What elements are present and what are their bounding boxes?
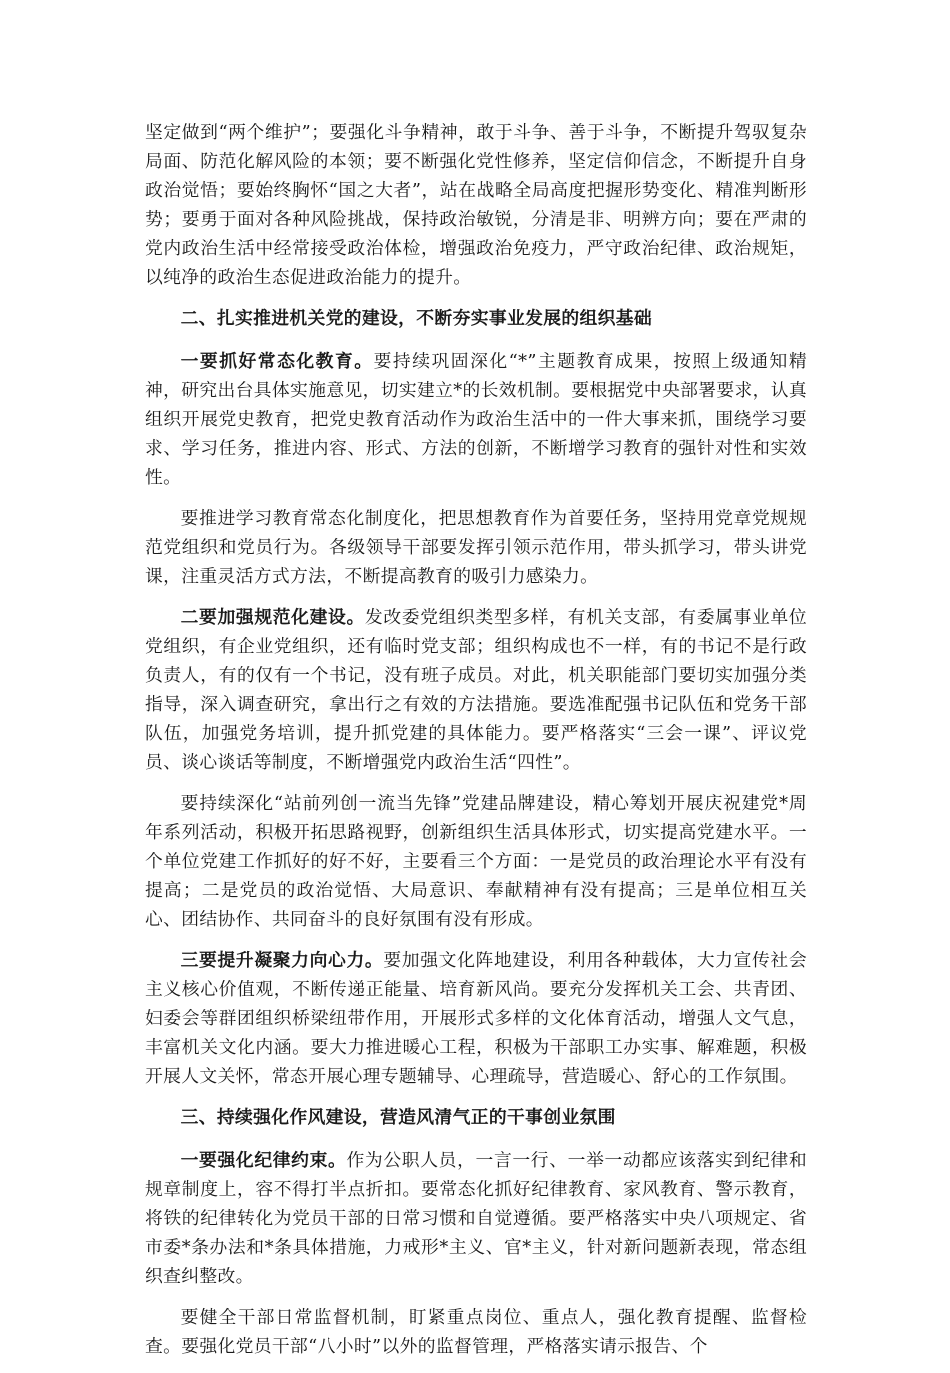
- document-page: [145, 118, 807, 1373]
- paragraph-normalized-education: [145, 347, 807, 492]
- paragraph-lead: 一要强化纪律约束。: [180, 1150, 347, 1171]
- paragraph-body: 要持续巩固深化“*”主题教育成果，按照上级通知精神，研究出台具体实施意见，切实建立*的长效机制。要根据党中央部署要求，认真组织开展党史教育，把党史教育活动作为政治生活中的一件大事来抓，围绕学习要求、学习任务，推进内容、形式、方法的创新，不断增学习教育的强针对性和实效性。: [145, 351, 807, 488]
- paragraph-supervision: 要健全干部日常监督机制，盯紧重点岗位、重点人，强化教育提醒、监督检查。要强化党员干部“八小时”以外的监督管理，严格落实请示报告、个: [145, 1307, 807, 1357]
- paragraph-brand-building: 要持续深化“站前列创一流当先锋”党建品牌建设，精心筹划开展庆祝建党*周年系列活动，积极开拓思路视野，创新组织生活具体形式，切实提高党建水平。一个单位党建工作抓好的好不好，主要看三个方面：一是党员的政治理论水平有没有提高；二是党员的政治觉悟、大局意识、奉献精神有没有提高；三是单位相互关心、团结协作、共同奋斗的良好氛围有没有形成。: [145, 793, 807, 930]
- paragraph-lead: 一要抓好常态化教育。: [180, 351, 374, 372]
- section-heading-work-style: 三、持续强化作风建设，营造风清气正的干事创业氛围: [180, 1107, 616, 1128]
- paragraph-lead: 三要提升凝聚力向心力。: [180, 950, 384, 971]
- paragraph-body: 作为公职人员，一言一行、一举一动都应该落实到纪律和规章制度上，容不得打半点折扣。要常态化抓好纪律教育、家风教育、警示教育，将铁的纪律转化为党员干部的日常习惯和自觉遵循。要严格落实中央八项规定、省市委*条办法和*条具体措施，力戒形*主义、官*主义，针对新问题新表现，常态组织查纠整改。: [145, 1150, 807, 1287]
- paragraph-political-ability: 坚定做到“两个维护”；要强化斗争精神，敢于斗争、善于斗争，不断提升驾驭复杂局面、防范化解风险的本领；要不断强化党性修养，坚定信仰信念，不断提升自身政治觉悟；要始终胸怀“国之大者”，站在战略全局高度把握形势变化、精准判断形势；要勇于面对各种风险挑战，保持政治敏锐，分清是非、明辨方向；要在严肃的党内政治生活中经常接受政治体检，增强政治免疫力，严守政治纪律、政治规矩，以纯净的政治生态促进政治能力的提升。: [145, 122, 807, 288]
- paragraph-lead: 二要加强规范化建设。: [180, 607, 365, 628]
- paragraph-cohesion: [145, 946, 807, 1091]
- paragraph-body: 要加强文化阵地建设，利用各种载体，大力宣传社会主义核心价值观，不断传递正能量、培育新风尚。要充分发挥机关工会、共青团、妇委会等群团组织桥梁纽带作用，开展形式多样的文化体育活动，增强人文气息，丰富机关文化内涵。要大力推进暖心工程，积极为干部职工办实事、解难题，积极开展人文关怀，常态开展心理专题辅导、心理疏导，营造暖心、舒心的工作氛围。: [145, 950, 807, 1087]
- paragraph-standardized-construction: [145, 603, 807, 777]
- paragraph-body: 发改委党组织类型多样，有机关支部，有委属事业单位党组织，有企业党组织，还有临时党支部；组织构成也不一样，有的书记不是行政负责人，有的仅有一个书记，没有班子成员。对此，机关职能部门要切实加强分类指导，深入调查研究，拿出行之有效的方法措施。要选准配强书记队伍和党务干部队伍，加强党务培训，提升抓党建的具体能力。要严格落实“三会一课”、评议党员、谈心谈话等制度，不断增强党内政治生活“四性”。: [145, 607, 807, 773]
- section-heading-party-building: 二、扎实推进机关党的建设，不断夯实事业发展的组织基础: [180, 308, 653, 329]
- paragraph-discipline: [145, 1146, 807, 1291]
- paragraph-education-institutionalization: 要推进学习教育常态化制度化，把思想教育作为首要任务，坚持用党章党规规范党组织和党员行为。各级领导干部要发挥引领示范作用，带头抓学习，带头讲党课，注重灵活方式方法，不断提高教育的吸引力感染力。: [145, 508, 807, 587]
